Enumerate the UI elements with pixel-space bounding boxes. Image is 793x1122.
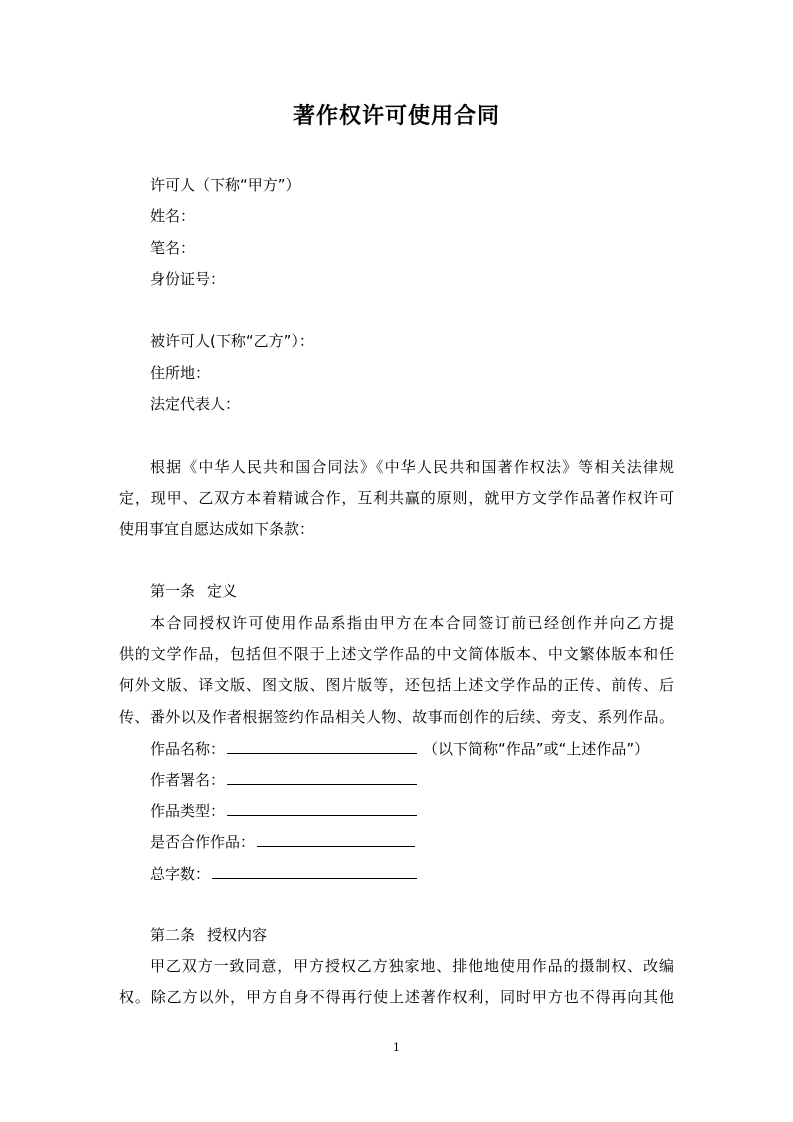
article2-number: 第二条 xyxy=(150,926,196,944)
article2-body-line: 甲乙双方一致同意，甲方授权乙方独家地、排他地使用作品的摄制权、改编 xyxy=(150,957,674,975)
work-name-label: 作品名称： xyxy=(150,740,226,758)
licensee-heading: 被许可人(下称“乙方”）： xyxy=(150,332,314,350)
page-number: 1 xyxy=(393,1041,400,1054)
preamble-line: 定，现甲、乙双方本着精诚合作，互利共赢的原则，就甲方文学作品著作权许可 xyxy=(119,489,674,507)
work-name-row xyxy=(150,737,649,760)
type-blank[interactable] xyxy=(227,799,417,816)
article1-body-line: 何外文版、译文版、图文版、图片版等，还包括上述文学作品的正传、前传、后 xyxy=(119,676,674,694)
author-blank[interactable] xyxy=(227,768,417,785)
author-row xyxy=(150,768,417,791)
article2-heading xyxy=(150,924,267,946)
joint-label: 是否合作作品： xyxy=(150,833,256,851)
word-count-blank[interactable] xyxy=(212,862,417,879)
article1-name: 定义 xyxy=(207,582,238,600)
preamble-line: 使用事宜自愿达成如下条款： xyxy=(119,520,315,538)
licensor-heading: 许可人（下称“甲方”） xyxy=(150,176,301,194)
licensee-rep-label: 法定代表人： xyxy=(150,395,241,413)
article2-body-line: 权。除乙方以外，甲方自身不得再行使上述著作权利，同时甲方也不得再向其他 xyxy=(119,988,674,1006)
article2-name: 授权内容 xyxy=(207,926,268,944)
article1-body-line: 本合同授权许可使用作品系指由甲方在本合同签订前已经创作并向乙方提 xyxy=(150,614,674,632)
word-count-row xyxy=(150,862,417,885)
type-row xyxy=(150,799,417,822)
preamble-line: 根据《中华人民共和国合同法》《中华人民共和国著作权法》等相关法律规 xyxy=(150,458,674,476)
article1-body-line: 供的文学作品，包括但不限于上述文学作品的中文简体版本、中文繁体版本和任 xyxy=(119,645,674,663)
licensee-address-label: 住所地： xyxy=(150,364,211,382)
work-name-note: （以下简称“作品”或“上述作品”） xyxy=(423,740,650,758)
licensor-name-label: 姓名： xyxy=(150,207,196,225)
author-label: 作者署名： xyxy=(150,771,226,789)
article1-number: 第一条 xyxy=(150,582,196,600)
article1-heading xyxy=(150,580,237,602)
joint-row xyxy=(150,830,415,853)
joint-blank[interactable] xyxy=(257,830,415,847)
word-count-label: 总字数： xyxy=(150,865,211,883)
licensor-pen-name-label: 笔名： xyxy=(150,239,196,257)
article1-body-line: 传、番外以及作者根据签约作品相关人物、故事而创作的后续、旁支、系列作品。 xyxy=(119,708,674,726)
work-name-blank[interactable] xyxy=(227,737,417,754)
licensor-id-label: 身份证号： xyxy=(150,270,226,288)
type-label: 作品类型： xyxy=(150,802,226,820)
document-title: 著作权许可使用合同 xyxy=(292,103,500,129)
